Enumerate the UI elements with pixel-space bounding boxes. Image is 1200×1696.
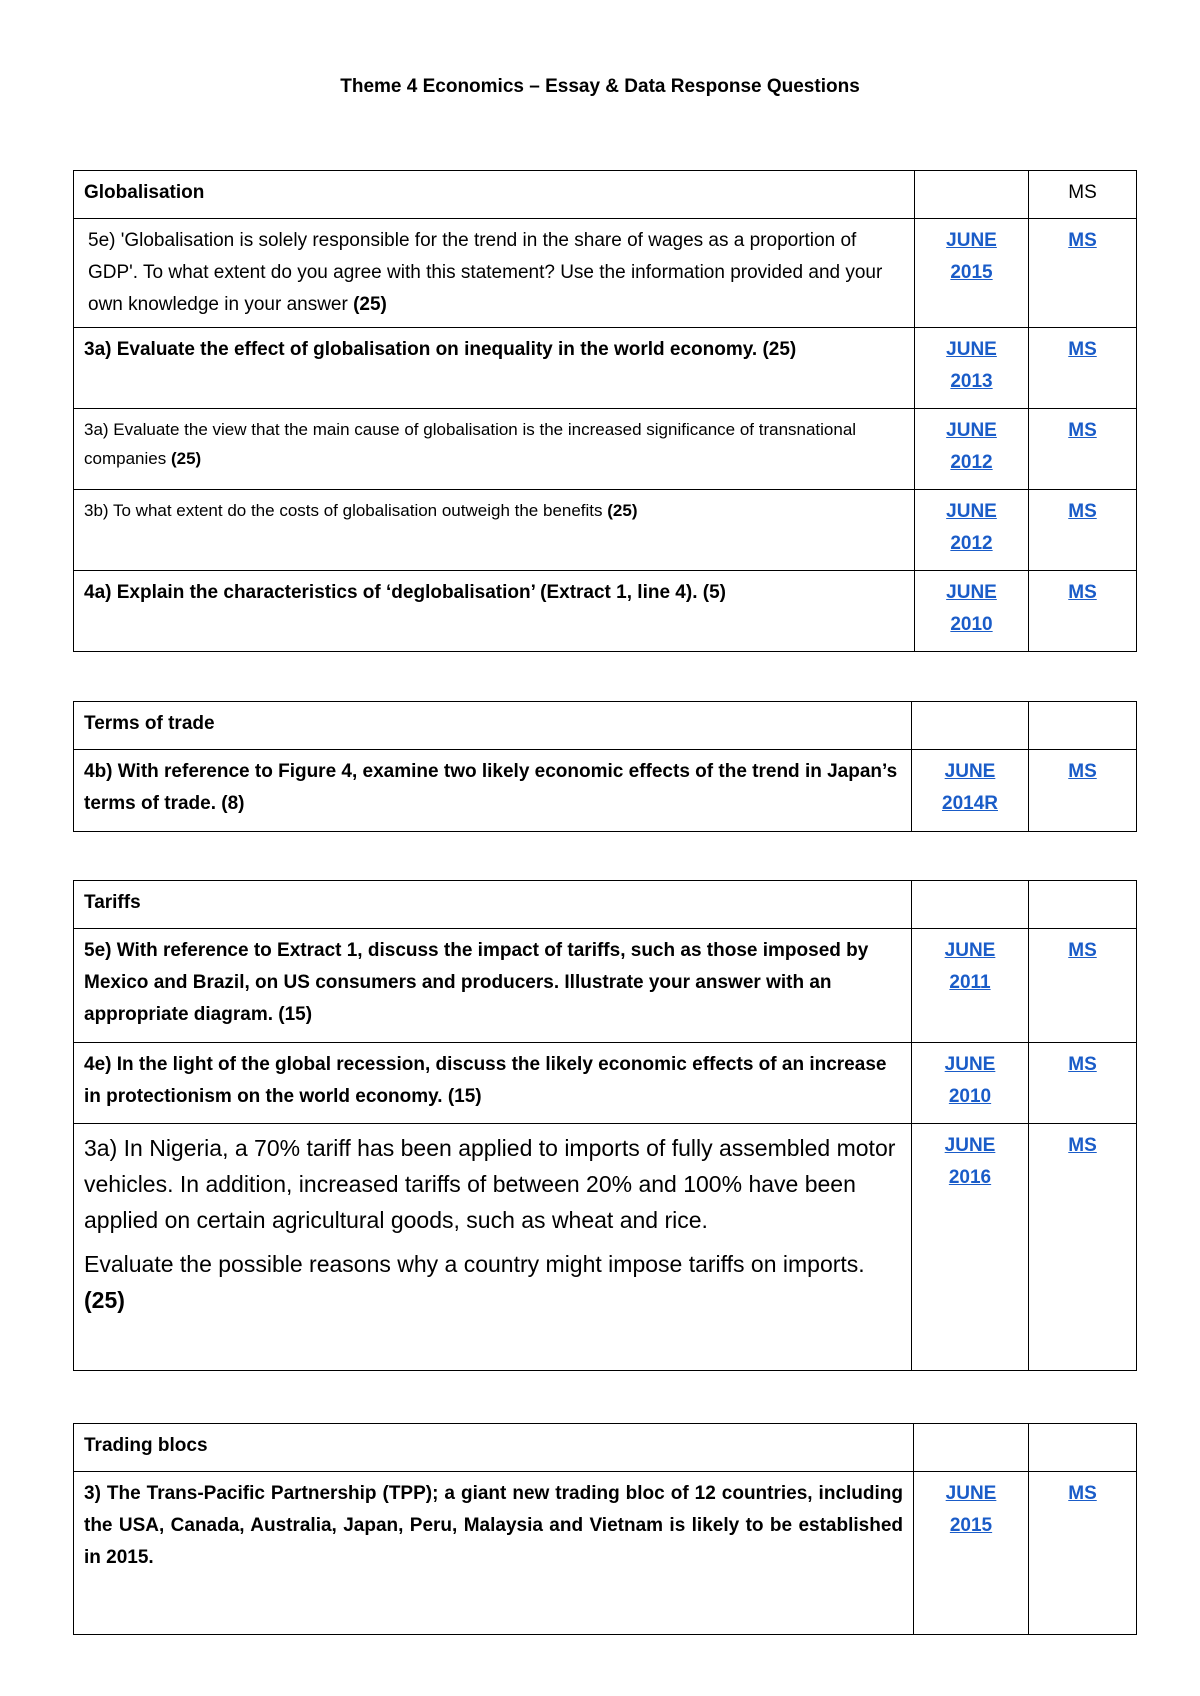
- page-title: Theme 4 Economics – Essay & Data Response Questions: [340, 76, 860, 97]
- ms-cell: [1029, 328, 1137, 409]
- question-marks: (25): [353, 294, 387, 315]
- empty-cell: [914, 1424, 1029, 1472]
- empty-cell: [912, 702, 1029, 750]
- table-header-row: [74, 1424, 1137, 1472]
- table-row: [74, 409, 1137, 490]
- question-cell: [74, 409, 915, 490]
- question-text: Evaluate the possible reasons why a country might impose tariffs on imports.: [84, 1251, 865, 1277]
- question-text: 3b) To what extent do the costs of globalisation outweigh the benefits: [84, 501, 603, 520]
- empty-cell: [1029, 881, 1137, 929]
- ms-cell: [1029, 1043, 1137, 1124]
- ms-cell: [1029, 750, 1137, 832]
- table-header-row: [74, 881, 1137, 929]
- date-cell: [912, 1043, 1029, 1124]
- mark-scheme-link[interactable]: MS: [1068, 230, 1097, 251]
- mark-scheme-link[interactable]: MS: [1068, 339, 1097, 360]
- question-cell: 3a) Evaluate the effect of globalisation on inequality in the world economy. (25): [74, 328, 915, 409]
- ms-cell: [1029, 1472, 1137, 1635]
- mark-scheme-link[interactable]: MS: [1068, 761, 1097, 782]
- paper-link[interactable]: JUNE 2011: [944, 940, 996, 993]
- date-cell: [912, 1124, 1029, 1371]
- question-marks: (25): [170, 449, 202, 468]
- date-cell: [914, 1472, 1029, 1635]
- section-header: Terms of trade: [74, 702, 912, 750]
- table-row: [74, 490, 1137, 571]
- question-text: 3a) Evaluate the view that the main cause of globalisation is the increased significance of transnational companies: [84, 420, 857, 468]
- paper-link[interactable]: JUNE 2012: [946, 420, 997, 473]
- table-row: [74, 1124, 1137, 1371]
- date-cell: [915, 490, 1029, 571]
- question-cell: [74, 490, 915, 571]
- question-cell: [74, 219, 915, 328]
- ms-cell: [1029, 219, 1137, 328]
- date-cell: [912, 750, 1029, 832]
- question-text: 5e) 'Globalisation is solely responsible for the trend in the share of wages as a proportion of GDP'. To what extent do you agree with this statement? Use the information provided and your own knowledge in your answer: [88, 230, 883, 315]
- paper-link[interactable]: JUNE 2014R: [942, 761, 998, 814]
- table-row: [74, 1043, 1137, 1124]
- table-row: [74, 571, 1137, 652]
- table-header-row: [74, 171, 1137, 219]
- mark-scheme-link[interactable]: MS: [1068, 420, 1097, 441]
- question-cell: 4b) With reference to Figure 4, examine two likely economic effects of the trend in Japan’s terms of trade. (8): [74, 750, 912, 832]
- mark-scheme-link[interactable]: MS: [1068, 1483, 1097, 1504]
- question-cell: 3) The Trans-Pacific Partnership (TPP); a giant new trading bloc of 12 countries, including the USA, Canada, Australia, Japan, Peru, Malaysia and Vietnam is likely to be established in 2015.: [74, 1472, 914, 1635]
- date-cell: [912, 929, 1029, 1043]
- date-cell: [915, 409, 1029, 490]
- question-cell: 4a) Explain the characteristics of ‘deglobalisation’ (Extract 1, line 4). (5): [74, 571, 915, 652]
- paper-link[interactable]: JUNE 2010: [944, 1054, 996, 1107]
- section-header: Trading blocs: [74, 1424, 914, 1472]
- date-cell: [915, 219, 1029, 328]
- question-cell: 5e) With reference to Extract 1, discuss the impact of tariffs, such as those imposed by Mexico and Brazil, on US consumers and producers. Illustrate your answer with an appropriate diagram. (15): [74, 929, 912, 1043]
- table-row: [74, 929, 1137, 1043]
- table-row: [74, 328, 1137, 409]
- date-cell: [915, 571, 1029, 652]
- mark-scheme-link[interactable]: MS: [1068, 940, 1097, 961]
- paper-link[interactable]: JUNE 2013: [946, 339, 997, 392]
- tariffs-table: [73, 880, 1137, 1371]
- mark-scheme-link[interactable]: MS: [1068, 582, 1097, 603]
- empty-cell: [1029, 702, 1137, 750]
- ms-cell: [1029, 571, 1137, 652]
- ms-column-header: MS: [1029, 171, 1137, 219]
- ms-cell: [1029, 929, 1137, 1043]
- ms-cell: [1029, 490, 1137, 571]
- date-cell: [915, 328, 1029, 409]
- mark-scheme-link[interactable]: MS: [1068, 1054, 1097, 1075]
- empty-cell: [1029, 1424, 1137, 1472]
- ms-cell: [1029, 409, 1137, 490]
- question-context: 3a) In Nigeria, a 70% tariff has been applied to imports of fully assembled motor vehicles. In addition, increased tariffs of between 20% and 100% have been applied on certain agricultural goods, such as wheat and rice.: [84, 1135, 896, 1233]
- empty-cell: [915, 171, 1029, 219]
- table-header-row: [74, 702, 1137, 750]
- ms-cell: [1029, 1124, 1137, 1371]
- table-row: [74, 1472, 1137, 1635]
- paper-link[interactable]: JUNE 2015: [945, 1483, 997, 1536]
- paper-link[interactable]: JUNE 2010: [946, 582, 997, 635]
- section-header: Tariffs: [74, 881, 912, 929]
- mark-scheme-link[interactable]: MS: [1068, 1135, 1097, 1156]
- trading-blocs-table: [73, 1423, 1137, 1635]
- question-marks: (25): [607, 501, 638, 520]
- terms-of-trade-table: [73, 701, 1137, 832]
- globalisation-table: [73, 170, 1137, 652]
- question-cell: [74, 1124, 912, 1371]
- section-header: Globalisation: [74, 171, 915, 219]
- mark-scheme-link[interactable]: MS: [1068, 501, 1097, 522]
- question-marks: (25): [84, 1287, 125, 1313]
- question-cell: 4e) In the light of the global recession, discuss the likely economic effects of an increase in protectionism on the world economy. (15): [74, 1043, 912, 1124]
- table-row: [74, 750, 1137, 832]
- empty-cell: [912, 881, 1029, 929]
- paper-link[interactable]: JUNE 2012: [946, 501, 997, 554]
- paper-link[interactable]: JUNE 2016: [944, 1135, 996, 1188]
- table-row: [74, 219, 1137, 328]
- paper-link[interactable]: JUNE 2015: [946, 230, 997, 283]
